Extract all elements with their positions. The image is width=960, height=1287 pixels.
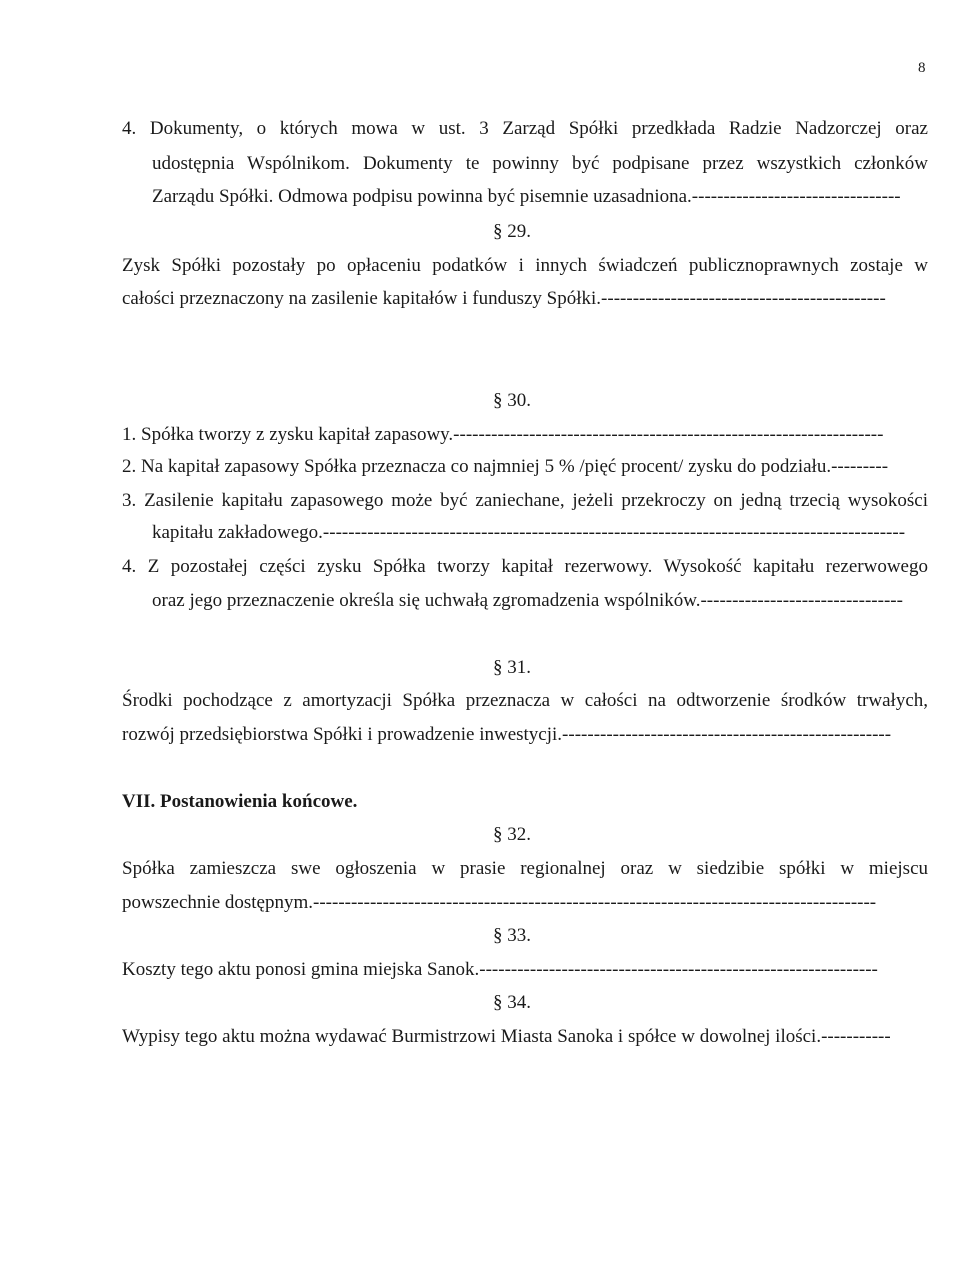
section-29-line-1: Zysk Spółki pozostały po opłaceniu podatków i innych świadczeń publicznoprawnych zostaje w — [122, 255, 928, 276]
section-33-heading: § 33. — [493, 925, 531, 946]
section-30-item-4-line-2: oraz jego przeznaczenie określa się uchwałą zgromadzenia wspólników.-------------------------------- — [152, 590, 903, 611]
section-31-line-1: Środki pochodzące z amortyzacji Spółka przeznacza w całości na odtworzenie środków trwałych, — [122, 690, 928, 711]
section-30-item-1: 1. Spółka tworzy z zysku kapitał zapasowy.-------------------------------------------------------------------- — [122, 424, 884, 445]
section-32-heading: § 32. — [493, 824, 531, 845]
section-30-item-3-line-1: 3. Zasilenie kapitału zapasowego może być zaniechane, jeżeli przekroczy on jedną trzecią wysokości — [122, 490, 928, 511]
section-31-heading: § 31. — [493, 657, 531, 678]
section-32-line-2: powszechnie dostępnym.----------------------------------------------------------------------------------------- — [122, 892, 877, 913]
section-30-heading: § 30. — [493, 390, 531, 411]
section-32-line-1: Spółka zamieszcza swe ogłoszenia w prasie regionalnej oraz w siedzibie spółki w miejscu — [122, 858, 928, 879]
section-30-item-4-line-1: 4. Z pozostałej części zysku Spółka tworzy kapitał rezerwowy. Wysokość kapitału rezerwowego — [122, 556, 928, 577]
section-29-line-2: całości przeznaczony na zasilenie kapitałów i funduszy Spółki.--------------------------------------------- — [122, 288, 886, 309]
paragraph-4-line-3: Zarządu Spółki. Odmowa podpisu powinna być pisemnie uzasadniona.--------------------------------- — [152, 186, 901, 207]
section-30-item-3-line-2: kapitału zakładowego.-------------------------------------------------------------------------------------------- — [152, 522, 906, 543]
section-34-line-1: Wypisy tego aktu można wydawać Burmistrzowi Miasta Sanoka i spółce w dowolnej ilości.----------- — [122, 1026, 891, 1047]
section-29-heading: § 29. — [493, 221, 531, 242]
chapter-heading: VII. Postanowienia końcowe. — [122, 791, 358, 812]
paragraph-4-line-2: udostępnia Wspólnikom. Dokumenty te powinny być podpisane przez wszystkich członków — [152, 153, 928, 174]
section-31-line-2: rozwój przedsiębiorstwa Spółki i prowadzenie inwestycji.---------------------------------------------------- — [122, 724, 892, 745]
section-34-heading: § 34. — [493, 992, 531, 1013]
page-number: 8 — [918, 60, 926, 76]
section-33-line-1: Koszty tego aktu ponosi gmina miejska Sanok.--------------------------------------------------------------- — [122, 959, 878, 980]
paragraph-4-line-1: 4. Dokumenty, o których mowa w ust. 3 Zarząd Spółki przedkłada Radzie Nadzorczej oraz — [122, 118, 928, 139]
section-30-item-2: 2. Na kapitał zapasowy Spółka przeznacza co najmniej 5 % /pięć procent/ zysku do podziału.--------- — [122, 456, 889, 477]
